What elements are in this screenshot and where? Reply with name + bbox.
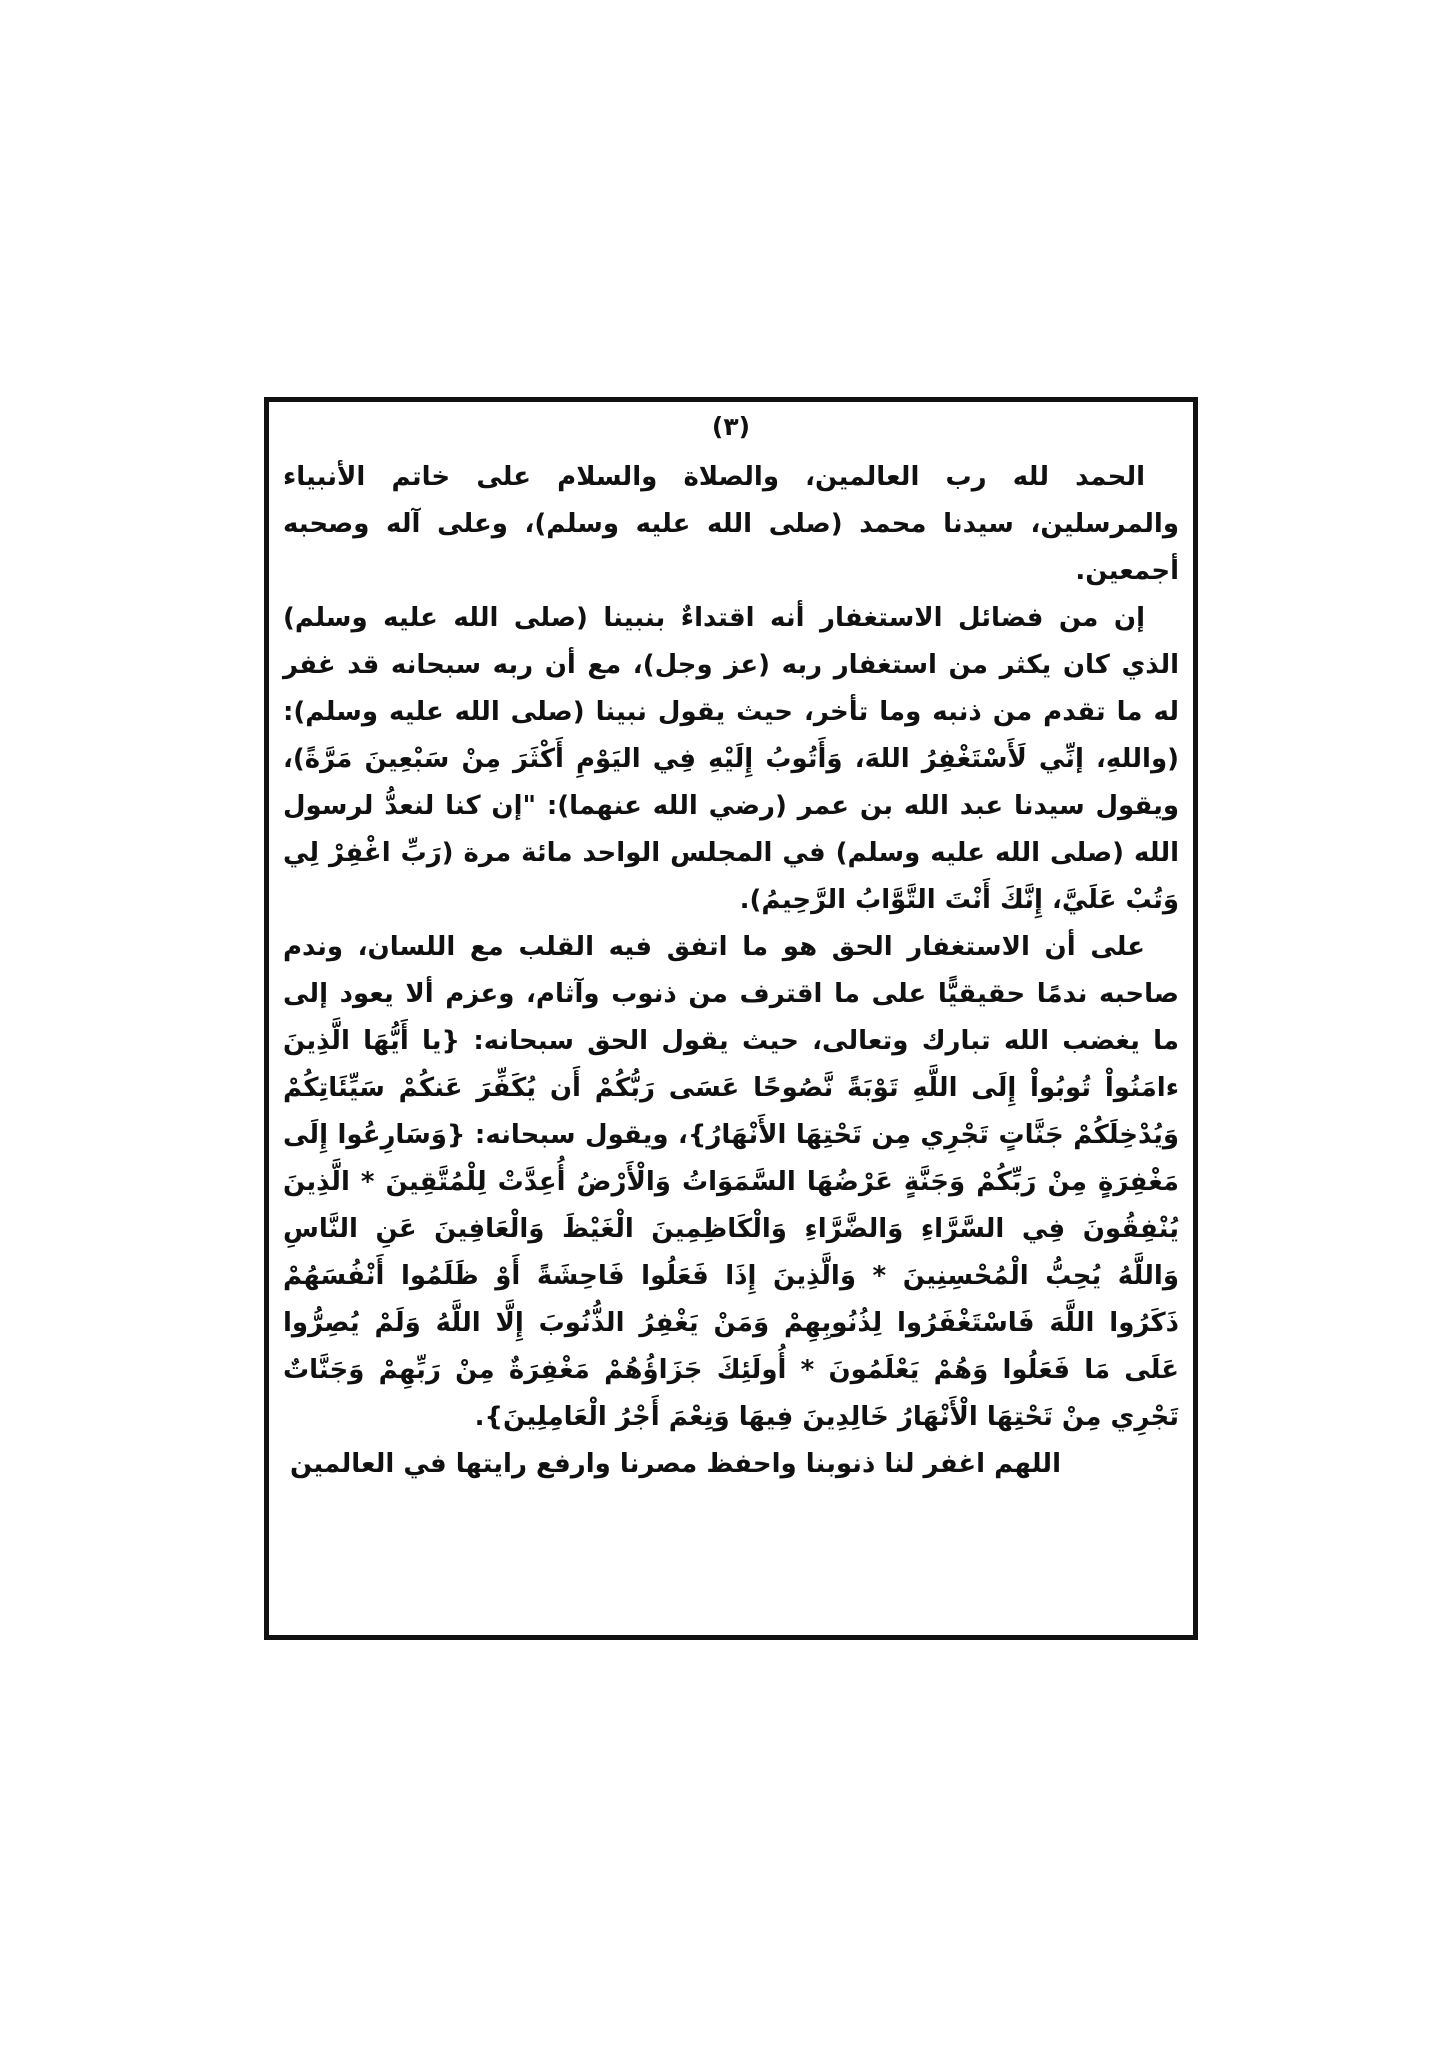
body-text xyxy=(283,454,1179,1488)
paragraph-opening: الحمد لله رب العالمين، والصلاة والسلام على خاتم الأنبياء والمرسلين، سيدنا محمد (صلى الله عليه وسلم)، وعلى آله وصحبه أجمعين. xyxy=(283,462,1179,586)
paragraph-true-repentance: على أن الاستغفار الحق هو ما اتفق فيه القلب مع اللسان، وندم صاحبه ندمًا حقيقيًّا على ما اقترف من ذنوب وآثام، وعزم ألا يعود إلى ما يغضب الله تبارك وتعالى، حيث يقول الحق سبحانه: {يا أَيُّهَا الَّذِينَ ءامَنُواْ تُوبُواْ إِلَى اللَّهِ تَوْبَةً نَّصُوحًا عَسَى رَبُّكُمْ أَن يُكَفِّرَ عَنكُمْ سَيِّئَاتِكُمْ وَيُدْخِلَكُمْ جَنَّاتٍ تَجْرِي مِن تَحْتِهَا الأَنْهَارُ}، ويقول سبحانه: {وَسَارِعُوا إِلَى مَغْفِرَةٍ مِنْ رَبِّكُمْ وَجَنَّةٍ عَرْضُهَا السَّمَوَاتُ وَالْأَرْضُ أُعِدَّتْ لِلْمُتَّقِينَ * الَّذِينَ يُنْفِقُونَ فِي السَّرَّاءِ وَالضَّرَّاءِ وَالْكَاظِمِينَ الْغَيْظَ وَالْعَافِينَ عَنِ النَّاسِ وَاللَّهُ يُحِبُّ الْمُحْسِنِينَ * وَالَّذِينَ إِذَا فَعَلُوا فَاحِشَةً أَوْ ظَلَمُوا أَنْفُسَهُمْ ذَكَرُوا اللَّهَ فَاسْتَغْفَرُوا لِذُنُوبِهِمْ وَمَنْ يَغْفِرُ الذُّنُوبَ إِلَّا اللَّهُ وَلَمْ يُصِرُّوا عَلَى مَا فَعَلُوا وَهُمْ يَعْلَمُونَ * أُولَئِكَ جَزَاؤُهُمْ مَغْفِرَةٌ مِنْ رَبِّهِمْ وَجَنَّاتٌ تَجْرِي مِنْ تَحْتِهَا الْأَنْهَارُ خَالِدِينَ فِيهَا وَنِعْمَ أَجْرُ الْعَامِلِينَ}. xyxy=(283,932,1179,1432)
paragraph-virtues: إن من فضائل الاستغفار أنه اقتداءٌ بنبينا (صلى الله عليه وسلم) الذي كان يكثر من استغفار ربه (عز وجل)، مع أن ربه سبحانه قد غفر له ما تقدم من ذنبه وما تأخر، حيث يقول نبينا (صلى الله عليه وسلم): (واللهِ، إنِّي لَأَسْتَغْفِرُ اللهَ، وَأَتُوبُ إِلَيْهِ فِي اليَوْمِ أَكْثَرَ مِنْ سَبْعِينَ مَرَّةً)، ويقول سيدنا عبد الله بن عمر (رضي الله عنهما): "إن كنا لنعدُّ لرسول الله (صلى الله عليه وسلم) في المجلس الواحد مائة مرة (رَبِّ اغْفِرْ لِي وَتُبْ عَلَيَّ، إِنَّكَ أَنْتَ التَّوَّابُ الرَّحِيمُ). xyxy=(283,603,1179,915)
page-number: (٣) xyxy=(711,412,751,441)
closing-prayer: اللهم اغفر لنا ذنوبنا واحفظ مصرنا وارفع رايتها في العالمين xyxy=(290,1449,1061,1479)
page-frame xyxy=(264,397,1198,1640)
